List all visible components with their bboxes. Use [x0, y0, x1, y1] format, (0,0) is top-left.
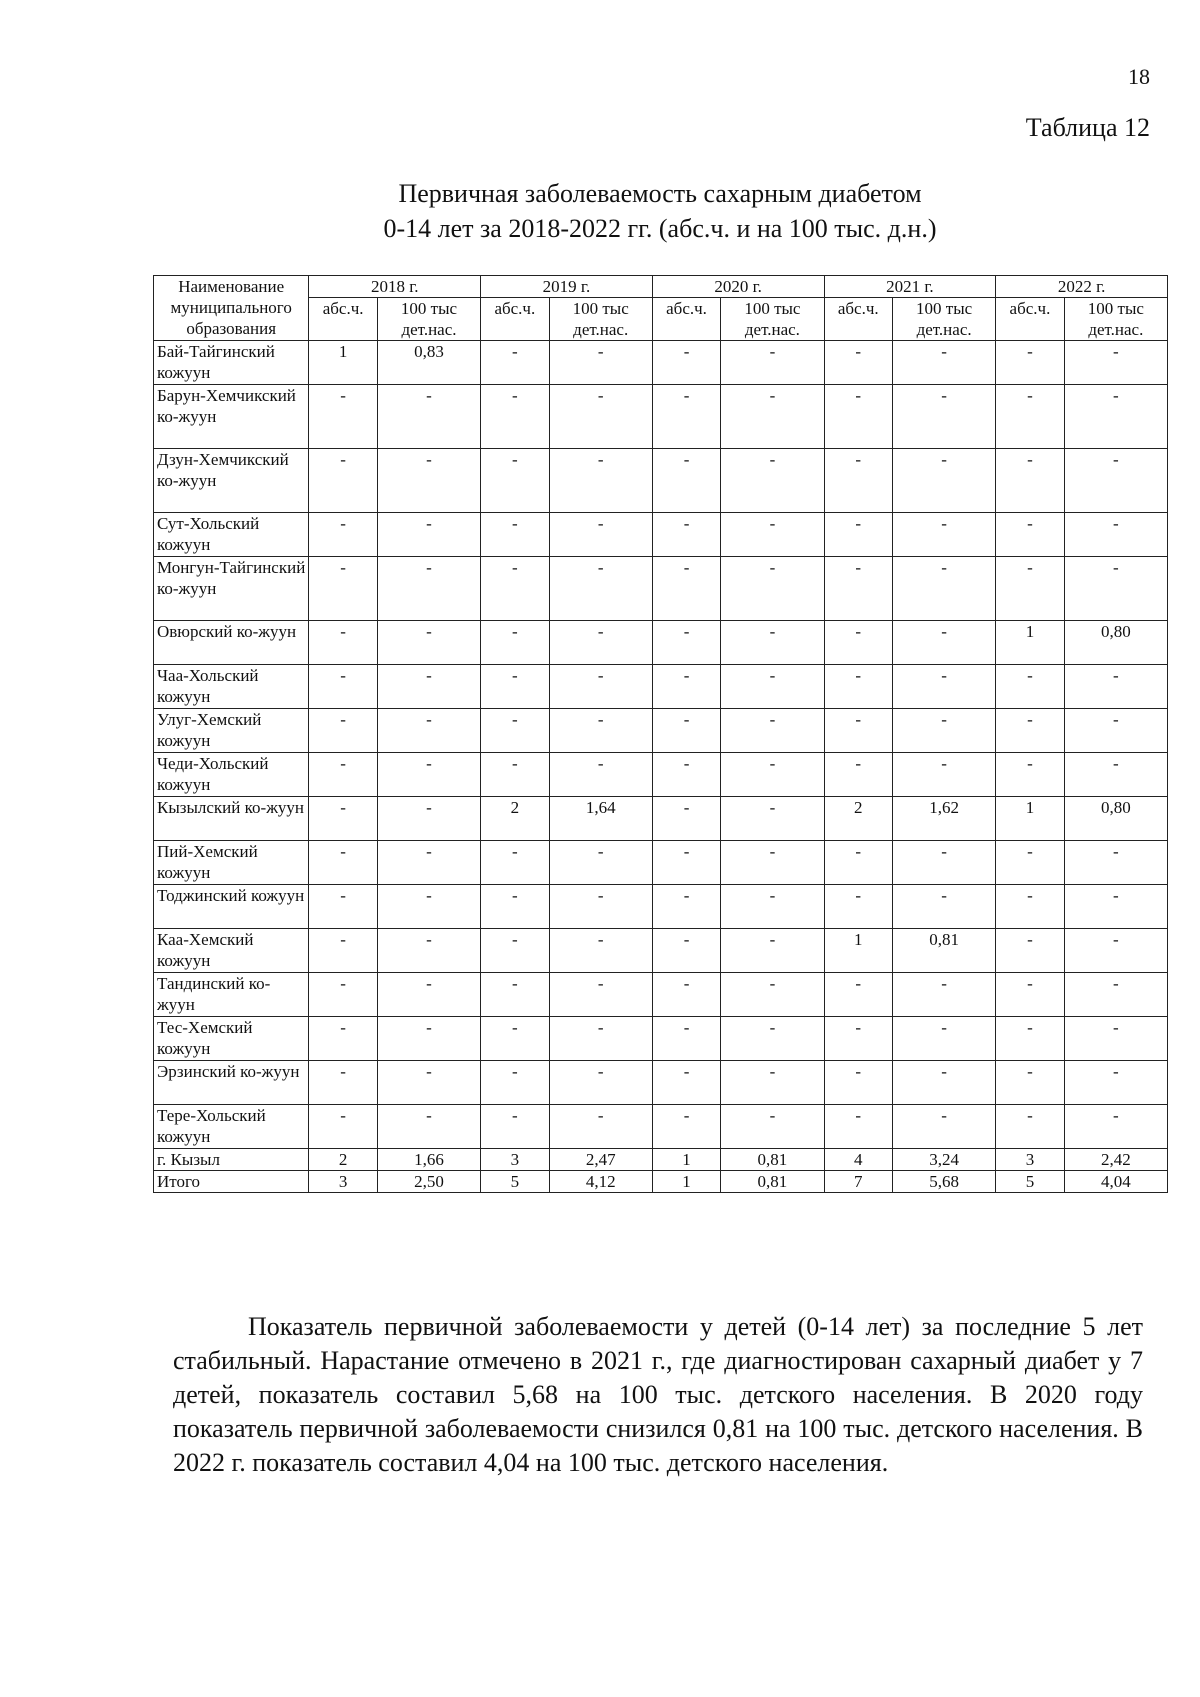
municipality-name: Тере-Хольский кожуун — [154, 1105, 309, 1149]
rate-value-cell: - — [892, 973, 995, 1017]
rate-value-cell: - — [892, 1061, 995, 1105]
rate-value-cell: - — [549, 885, 652, 929]
abs-value-cell: - — [309, 557, 377, 621]
rate-value-cell: - — [377, 841, 480, 885]
rate-value-cell: - — [892, 753, 995, 797]
rate-value-cell: - — [721, 929, 824, 973]
abs-value-cell: 1 — [824, 929, 892, 973]
rate-value-cell: - — [1064, 841, 1167, 885]
year-header-2020: 2020 г. — [652, 276, 824, 298]
rate-value-cell: - — [1064, 557, 1167, 621]
municipality-name: Улуг-Хемский кожуун — [154, 709, 309, 753]
abs-value-cell: - — [652, 1017, 720, 1061]
rate-value-cell: - — [1064, 513, 1167, 557]
rate-value-cell: - — [892, 621, 995, 665]
year-header-2021: 2021 г. — [824, 276, 996, 298]
municipality-name: Тандинский ко-жуун — [154, 973, 309, 1017]
rate-value-cell: - — [549, 341, 652, 385]
abs-value-cell: - — [652, 929, 720, 973]
abs-value-cell: - — [996, 709, 1064, 753]
rate-value-cell: - — [1064, 1061, 1167, 1105]
abs-value-cell: 4 — [824, 1149, 892, 1171]
abs-value-cell: - — [824, 753, 892, 797]
rate-value-cell: - — [377, 797, 480, 841]
rate-value-cell: - — [721, 885, 824, 929]
rate-value-cell: - — [549, 929, 652, 973]
table-row — [154, 929, 1168, 973]
table-row — [154, 1149, 1168, 1171]
rate-value-cell: 0,81 — [892, 929, 995, 973]
rate-value-cell: - — [377, 709, 480, 753]
rate-value-cell: 1,66 — [377, 1149, 480, 1171]
abs-value-cell: - — [309, 1105, 377, 1149]
abs-value-cell: - — [481, 753, 549, 797]
subheader-rate: 100 тыс дет.нас. — [892, 298, 995, 341]
rate-value-cell: - — [1064, 665, 1167, 709]
abs-value-cell: - — [481, 385, 549, 449]
subheader-abs: абс.ч. — [481, 298, 549, 341]
subheader-abs: абс.ч. — [824, 298, 892, 341]
table-row — [154, 797, 1168, 841]
abs-value-cell: - — [652, 557, 720, 621]
abs-value-cell: - — [309, 753, 377, 797]
abs-value-cell: - — [309, 885, 377, 929]
municipality-name: Чеди-Хольский кожуун — [154, 753, 309, 797]
abs-value-cell: - — [824, 841, 892, 885]
rate-value-cell: - — [892, 841, 995, 885]
rate-value-cell: - — [721, 1105, 824, 1149]
abs-value-cell: - — [309, 973, 377, 1017]
table-row — [154, 665, 1168, 709]
rate-value-cell: - — [1064, 973, 1167, 1017]
rate-value-cell: - — [377, 753, 480, 797]
municipality-name: Овюрский ко-жуун — [154, 621, 309, 665]
abs-value-cell: - — [481, 341, 549, 385]
rate-value-cell: - — [721, 665, 824, 709]
abs-value-cell: - — [996, 1061, 1064, 1105]
rate-value-cell: - — [377, 1105, 480, 1149]
abs-value-cell: - — [996, 1105, 1064, 1149]
rate-value-cell: - — [892, 885, 995, 929]
rate-value-cell: - — [721, 621, 824, 665]
rate-value-cell: 0,83 — [377, 341, 480, 385]
rate-value-cell: - — [721, 385, 824, 449]
subheader-rate: 100 тыс дет.нас. — [1064, 298, 1167, 341]
rate-value-cell: - — [721, 841, 824, 885]
rate-value-cell: - — [721, 973, 824, 1017]
rate-value-cell: - — [1064, 753, 1167, 797]
header-row-years — [154, 276, 1168, 298]
summary-paragraph: Показатель первичной заболеваемости у детей (0-14 лет) за последние 5 лет стабильный. Нарастание отмечено в 2021 г., где диагностирован сахарный диабет у 7 детей, показатель составил 5,68 на 100 тыс. детского населения. В 2020 году показатель первичной заболеваемости снизился 0,81 на 100 тыс. детского населения. В 2022 г. показатель составил 4,04 на 100 тыс. детского населения. — [173, 1312, 1143, 1477]
table-row — [154, 449, 1168, 513]
rate-value-cell: 0,80 — [1064, 797, 1167, 841]
rate-value-cell: - — [377, 1061, 480, 1105]
table-row — [154, 753, 1168, 797]
rate-value-cell: - — [721, 797, 824, 841]
incidence-table — [153, 275, 1168, 1193]
year-header-2022: 2022 г. — [996, 276, 1168, 298]
rate-value-cell: - — [892, 513, 995, 557]
table-row — [154, 557, 1168, 621]
abs-value-cell: - — [824, 513, 892, 557]
subheader-abs: абс.ч. — [996, 298, 1064, 341]
abs-value-cell: - — [652, 841, 720, 885]
abs-value-cell: - — [481, 621, 549, 665]
abs-value-cell: - — [652, 621, 720, 665]
rate-value-cell: - — [377, 513, 480, 557]
abs-value-cell: - — [481, 513, 549, 557]
abs-value-cell: - — [652, 385, 720, 449]
table-title-line-1: Первичная заболеваемость сахарным диабетом — [398, 179, 922, 208]
rate-value-cell: 5,68 — [892, 1171, 995, 1193]
abs-value-cell: - — [824, 449, 892, 513]
table-title-line-2: 0-14 лет за 2018-2022 гг. (абс.ч. и на 100 тыс. д.н.) — [383, 214, 937, 243]
abs-value-cell: - — [824, 557, 892, 621]
rate-value-cell: - — [892, 1105, 995, 1149]
rate-value-cell: - — [1064, 1017, 1167, 1061]
abs-value-cell: 3 — [481, 1149, 549, 1171]
municipality-name: Каа-Хемский кожуун — [154, 929, 309, 973]
rate-value-cell: - — [721, 557, 824, 621]
abs-value-cell: - — [309, 841, 377, 885]
abs-value-cell: - — [824, 885, 892, 929]
rate-value-cell: - — [549, 621, 652, 665]
table-body — [154, 341, 1168, 1193]
municipality-name: Итого — [154, 1171, 309, 1193]
rate-value-cell: - — [377, 665, 480, 709]
abs-value-cell: 3 — [996, 1149, 1064, 1171]
rate-value-cell: - — [549, 973, 652, 1017]
rate-value-cell: 1,64 — [549, 797, 652, 841]
rate-value-cell: - — [549, 753, 652, 797]
abs-value-cell: 1 — [652, 1149, 720, 1171]
rate-value-cell: - — [377, 621, 480, 665]
abs-value-cell: 2 — [309, 1149, 377, 1171]
abs-value-cell: - — [996, 929, 1064, 973]
abs-value-cell: - — [996, 665, 1064, 709]
table-row — [154, 709, 1168, 753]
rate-value-cell: - — [377, 1017, 480, 1061]
abs-value-cell: - — [652, 797, 720, 841]
rate-value-cell: - — [377, 885, 480, 929]
abs-value-cell: - — [996, 449, 1064, 513]
rate-value-cell: - — [549, 557, 652, 621]
rate-value-cell: - — [892, 557, 995, 621]
rate-value-cell: - — [549, 1017, 652, 1061]
abs-value-cell: - — [824, 709, 892, 753]
abs-value-cell: - — [309, 797, 377, 841]
rate-value-cell: 0,80 — [1064, 621, 1167, 665]
page-number: 18 — [1128, 64, 1150, 89]
rate-value-cell: - — [549, 841, 652, 885]
abs-value-cell: - — [481, 1017, 549, 1061]
table-label: Таблица 12 — [1025, 113, 1150, 142]
abs-value-cell: - — [996, 885, 1064, 929]
name-column-header: Наименование муниципального образования — [154, 276, 309, 341]
abs-value-cell: - — [996, 1017, 1064, 1061]
abs-value-cell: 5 — [481, 1171, 549, 1193]
rate-value-cell: - — [1064, 929, 1167, 973]
abs-value-cell: - — [996, 973, 1064, 1017]
subheader-abs: абс.ч. — [309, 298, 377, 341]
rate-value-cell: - — [549, 665, 652, 709]
abs-value-cell: 7 — [824, 1171, 892, 1193]
rate-value-cell: - — [377, 973, 480, 1017]
municipality-name: Монгун-Тайгинский ко-жуун — [154, 557, 309, 621]
rate-value-cell: 3,24 — [892, 1149, 995, 1171]
subheader-rate: 100 тыс дет.нас. — [721, 298, 824, 341]
municipality-name: г. Кызыл — [154, 1149, 309, 1171]
rate-value-cell: 2,47 — [549, 1149, 652, 1171]
subheader-rate: 100 тыс дет.нас. — [377, 298, 480, 341]
rate-value-cell: - — [549, 449, 652, 513]
abs-value-cell: - — [824, 1061, 892, 1105]
abs-value-cell: - — [652, 341, 720, 385]
abs-value-cell: - — [481, 709, 549, 753]
municipality-name: Сут-Хольский кожуун — [154, 513, 309, 557]
rate-value-cell: - — [721, 449, 824, 513]
table-row — [154, 1105, 1168, 1149]
abs-value-cell: - — [652, 665, 720, 709]
rate-value-cell: - — [721, 753, 824, 797]
rate-value-cell: 2,42 — [1064, 1149, 1167, 1171]
abs-value-cell: - — [481, 885, 549, 929]
abs-value-cell: 1 — [996, 621, 1064, 665]
table-row — [154, 1017, 1168, 1061]
abs-value-cell: - — [996, 841, 1064, 885]
rate-value-cell: 2,50 — [377, 1171, 480, 1193]
municipality-name: Кызылский ко-жуун — [154, 797, 309, 841]
table-title — [150, 176, 1170, 246]
rate-value-cell: - — [377, 929, 480, 973]
table-row — [154, 1061, 1168, 1105]
abs-value-cell: - — [652, 709, 720, 753]
abs-value-cell: - — [309, 1017, 377, 1061]
abs-value-cell: - — [481, 1061, 549, 1105]
rate-value-cell: - — [1064, 885, 1167, 929]
abs-value-cell: - — [481, 557, 549, 621]
table-row — [154, 1171, 1168, 1193]
abs-value-cell: - — [824, 341, 892, 385]
rate-value-cell: - — [549, 1105, 652, 1149]
rate-value-cell: - — [892, 709, 995, 753]
abs-value-cell: - — [824, 1017, 892, 1061]
abs-value-cell: 5 — [996, 1171, 1064, 1193]
abs-value-cell: 1 — [652, 1171, 720, 1193]
abs-value-cell: - — [481, 929, 549, 973]
abs-value-cell: - — [824, 385, 892, 449]
rate-value-cell: - — [549, 385, 652, 449]
rate-value-cell: 0,81 — [721, 1171, 824, 1193]
abs-value-cell: - — [652, 885, 720, 929]
abs-value-cell: - — [481, 449, 549, 513]
subheader-rate: 100 тыс дет.нас. — [549, 298, 652, 341]
year-header-2019: 2019 г. — [481, 276, 653, 298]
rate-value-cell: - — [721, 709, 824, 753]
abs-value-cell: - — [309, 621, 377, 665]
rate-value-cell: - — [1064, 709, 1167, 753]
abs-value-cell: - — [309, 513, 377, 557]
table-row — [154, 341, 1168, 385]
rate-value-cell: - — [892, 449, 995, 513]
abs-value-cell: - — [824, 621, 892, 665]
rate-value-cell: - — [721, 513, 824, 557]
rate-value-cell: - — [1064, 385, 1167, 449]
abs-value-cell: - — [309, 1061, 377, 1105]
municipality-name: Эрзинский ко-жуун — [154, 1061, 309, 1105]
abs-value-cell: - — [652, 513, 720, 557]
abs-value-cell: - — [481, 841, 549, 885]
abs-value-cell: - — [996, 753, 1064, 797]
abs-value-cell: 3 — [309, 1171, 377, 1193]
abs-value-cell: - — [481, 665, 549, 709]
rate-value-cell: - — [1064, 449, 1167, 513]
municipality-name: Тес-Хемский кожуун — [154, 1017, 309, 1061]
rate-value-cell: 4,12 — [549, 1171, 652, 1193]
abs-value-cell: 2 — [824, 797, 892, 841]
rate-value-cell: - — [549, 513, 652, 557]
abs-value-cell: - — [309, 385, 377, 449]
table-row — [154, 513, 1168, 557]
abs-value-cell: - — [652, 1061, 720, 1105]
rate-value-cell: 0,81 — [721, 1149, 824, 1171]
table-row — [154, 841, 1168, 885]
table-row — [154, 385, 1168, 449]
abs-value-cell: 1 — [309, 341, 377, 385]
table-row — [154, 973, 1168, 1017]
rate-value-cell: - — [549, 709, 652, 753]
rate-value-cell: - — [1064, 341, 1167, 385]
abs-value-cell: - — [996, 557, 1064, 621]
rate-value-cell: 4,04 — [1064, 1171, 1167, 1193]
abs-value-cell: - — [824, 1105, 892, 1149]
abs-value-cell: - — [996, 341, 1064, 385]
abs-value-cell: - — [309, 449, 377, 513]
abs-value-cell: - — [996, 385, 1064, 449]
abs-value-cell: 2 — [481, 797, 549, 841]
abs-value-cell: - — [652, 753, 720, 797]
rate-value-cell: - — [892, 1017, 995, 1061]
year-header-2018: 2018 г. — [309, 276, 481, 298]
municipality-name: Чаа-Хольский кожуун — [154, 665, 309, 709]
rate-value-cell: - — [892, 341, 995, 385]
rate-value-cell: - — [721, 341, 824, 385]
abs-value-cell: - — [652, 1105, 720, 1149]
table-row — [154, 621, 1168, 665]
subheader-abs: абс.ч. — [652, 298, 720, 341]
abs-value-cell: - — [481, 973, 549, 1017]
abs-value-cell: - — [824, 973, 892, 1017]
rate-value-cell: - — [892, 385, 995, 449]
municipality-name: Бай-Тайгинский кожуун — [154, 341, 309, 385]
abs-value-cell: - — [996, 513, 1064, 557]
abs-value-cell: - — [652, 973, 720, 1017]
abs-value-cell: - — [309, 929, 377, 973]
abs-value-cell: - — [652, 449, 720, 513]
abs-value-cell: - — [309, 709, 377, 753]
abs-value-cell: - — [824, 665, 892, 709]
abs-value-cell: - — [481, 1105, 549, 1149]
municipality-name: Пий-Хемский кожуун — [154, 841, 309, 885]
rate-value-cell: 1,62 — [892, 797, 995, 841]
municipality-name: Тоджинский кожуун — [154, 885, 309, 929]
rate-value-cell: - — [377, 385, 480, 449]
rate-value-cell: - — [1064, 1105, 1167, 1149]
rate-value-cell: - — [549, 1061, 652, 1105]
municipality-name: Дзун-Хемчикский ко-жуун — [154, 449, 309, 513]
municipality-name: Барун-Хемчикский ко-жуун — [154, 385, 309, 449]
rate-value-cell: - — [377, 557, 480, 621]
rate-value-cell: - — [721, 1017, 824, 1061]
abs-value-cell: - — [309, 665, 377, 709]
table-row — [154, 885, 1168, 929]
abs-value-cell: 1 — [996, 797, 1064, 841]
rate-value-cell: - — [377, 449, 480, 513]
rate-value-cell: - — [721, 1061, 824, 1105]
rate-value-cell: - — [892, 665, 995, 709]
